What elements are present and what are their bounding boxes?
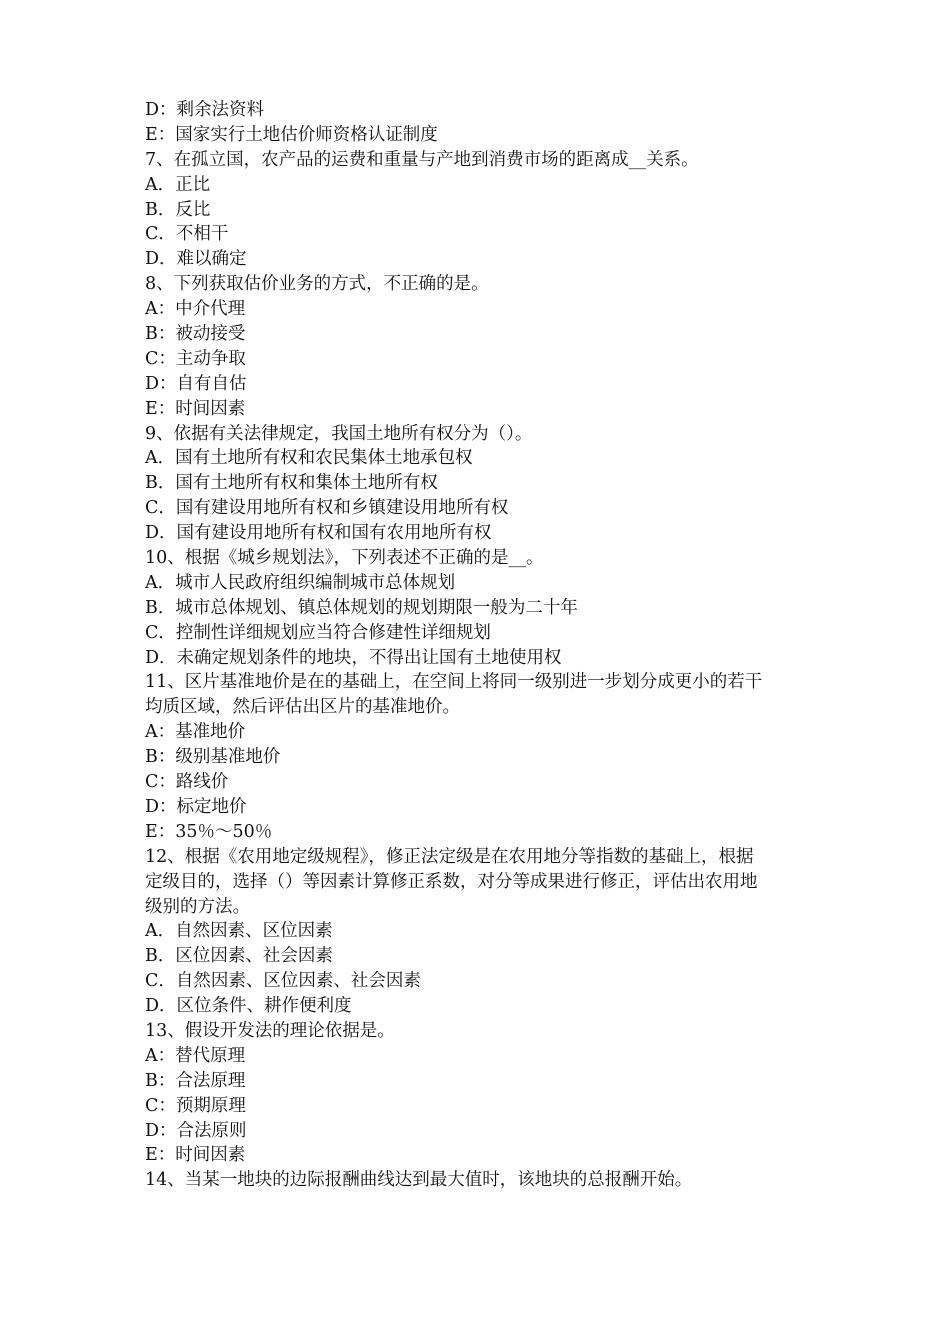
text-line: C．不相干 — [145, 224, 229, 245]
text-line: D．国有建设用地所有权和国有农用地所有权 — [145, 523, 492, 544]
text-line: 级别的方法。 — [145, 896, 250, 917]
text-line: C．自然因素、区位因素、社会因素 — [145, 971, 421, 992]
text-line: 10、根据《城乡规划法》，下列表述不正确的是__。 — [145, 548, 544, 569]
text-line: D：剩余法资料 — [145, 100, 265, 120]
text-line: E：时间因素 — [145, 1145, 246, 1166]
text-line: A．国有土地所有权和农民集体土地承包权 — [145, 448, 473, 469]
text-line: A：中介代理 — [145, 299, 246, 320]
text-line: 7、在孤立国，农产品的运费和重量与产地到消费市场的距离成__关系。 — [145, 149, 699, 170]
text-line: A．自然因素、区位因素 — [145, 921, 333, 942]
text-line: B：级别基准地价 — [145, 747, 281, 768]
document-page — [145, 98, 825, 1193]
text-line: D：自有自估 — [145, 373, 247, 394]
text-line: E：35％～50％ — [145, 821, 273, 842]
text-line: E：时间因素 — [145, 398, 246, 419]
text-line: B．区位因素、社会因素 — [145, 946, 333, 967]
text-line: 均质区域，然后评估出区片的基准地价。 — [145, 697, 460, 718]
text-line: B．国有土地所有权和集体土地所有权 — [145, 473, 438, 494]
text-line: 11、区片基准地价是在的基础上，在空间上将同一级别进一步划分成更小的若干 — [145, 672, 763, 693]
text-line: D．区位条件、耕作便利度 — [145, 996, 352, 1017]
text-line: B：合法原理 — [145, 1070, 246, 1091]
text-line: 9、依据有关法律规定，我国土地所有权分为（）。 — [145, 423, 533, 444]
text-line: C：预期原理 — [145, 1095, 246, 1116]
text-line: D．难以确定 — [145, 249, 247, 270]
text-line: 13、假设开发法的理论依据是。 — [145, 1020, 395, 1041]
text-line: D：标定地价 — [145, 796, 247, 817]
text-line: A：基准地价 — [145, 722, 246, 743]
text-line: A：替代原理 — [145, 1045, 246, 1066]
text-line: A．城市人民政府组织编制城市总体规划 — [145, 572, 456, 593]
text-line: E：国家实行土地估价师资格认证制度 — [145, 124, 438, 145]
text-line: D．未确定规划条件的地块，不得出让国有土地使用权 — [145, 647, 562, 668]
text-line: B．城市总体规划、镇总体规划的规划期限一般为二十年 — [145, 597, 578, 618]
text-line: 12、根据《农用地定级规程》，修正法定级是在农用地分等指数的基础上，根据 — [145, 846, 754, 867]
text-line: C．国有建设用地所有权和乡镇建设用地所有权 — [145, 498, 509, 519]
text-line: A．正比 — [145, 174, 211, 195]
text-line: C．控制性详细规划应当符合修建性详细规划 — [145, 622, 491, 643]
text-line: C：主动争取 — [145, 348, 246, 369]
text-line: 14、当某一地块的边际报酬曲线达到最大值时，该地块的总报酬开始。 — [145, 1170, 693, 1191]
text-line: D：合法原则 — [145, 1120, 247, 1141]
text-line: 定级目的，选择（）等因素计算修正系数，对分等成果进行修正，评估出农用地 — [145, 871, 758, 892]
text-line: C：路线价 — [145, 772, 229, 793]
text-line: B．反比 — [145, 199, 211, 220]
text-line: B：被动接受 — [145, 324, 246, 345]
text-line: 8、下列获取估价业务的方式，不正确的是。 — [145, 274, 489, 295]
